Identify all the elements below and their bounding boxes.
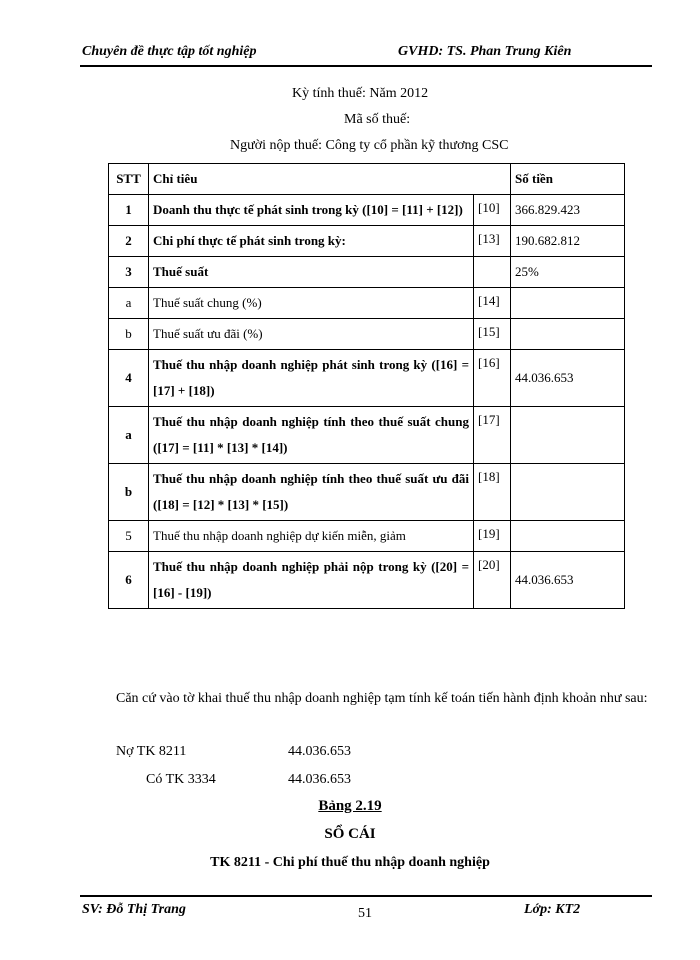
debit-account: Nợ TK 8211: [116, 744, 187, 759]
row-indicator: Doanh thu thực tế phát sinh trong kỳ ([10] = [11] + [12]): [149, 195, 474, 226]
row-indicator: Thuế suất ưu đãi (%): [149, 319, 474, 350]
row-amount: [511, 521, 625, 552]
row-stt: 6: [109, 552, 149, 609]
row-stt: a: [109, 407, 149, 464]
table-row: [109, 407, 625, 464]
table-row: [109, 319, 625, 350]
row-indicator: Thuế thu nhập doanh nghiệp tính theo thuế suất ưu đãi ([18] = [12] * [13] * [15]): [149, 464, 474, 521]
row-amount: 366.829.423: [511, 195, 625, 226]
row-stt: b: [109, 319, 149, 350]
table-row: [109, 195, 625, 226]
row-indicator: Chi phí thực tế phát sinh trong kỳ:: [149, 226, 474, 257]
row-code: [15]: [474, 319, 511, 350]
row-amount: [511, 407, 625, 464]
row-code: [13]: [474, 226, 511, 257]
footer-student: SV: Đỗ Thị Trang: [82, 902, 186, 917]
row-indicator: Thuế thu nhập doanh nghiệp phát sinh trong kỳ ([16] = [17] + [18]): [149, 350, 474, 407]
table-row: [109, 521, 625, 552]
table-row: [109, 552, 625, 609]
header-left: Chuyên đề thực tập tốt nghiệp: [82, 44, 257, 59]
credit-amount: 44.036.653: [288, 772, 351, 787]
row-stt: 1: [109, 195, 149, 226]
ledger-title: SỔ CÁI: [324, 826, 376, 842]
row-code: [18]: [474, 464, 511, 521]
row-indicator: Thuế thu nhập doanh nghiệp tính theo thuế suất chung ([17] = [11] * [13] * [14]): [149, 407, 474, 464]
tax-period: Kỳ tính thuế: Năm 2012: [292, 86, 429, 101]
row-stt: 5: [109, 521, 149, 552]
header-indicator: Chỉ tiêu: [149, 164, 511, 195]
row-amount: 44.036.653: [511, 350, 625, 407]
footer-class: Lớp: KT2: [524, 902, 581, 917]
row-amount: [511, 288, 625, 319]
footer-rule: [80, 895, 652, 897]
ledger-subtitle: TK 8211 - Chi phí thuế thu nhập doanh nghiệp: [210, 855, 490, 870]
row-code: [20]: [474, 552, 511, 609]
row-indicator: Thuế suất chung (%): [149, 288, 474, 319]
row-amount: 44.036.653: [511, 552, 625, 609]
row-amount: 190.682.812: [511, 226, 625, 257]
header-amount: Số tiền: [511, 164, 625, 195]
row-code: [16]: [474, 350, 511, 407]
table-row: [109, 464, 625, 521]
row-stt: 3: [109, 257, 149, 288]
row-amount: [511, 464, 625, 521]
row-stt: b: [109, 464, 149, 521]
row-code: [14]: [474, 288, 511, 319]
row-indicator: Thuế thu nhập doanh nghiệp phải nộp trong kỳ ([20] = [16] - [19]): [149, 552, 474, 609]
row-stt: a: [109, 288, 149, 319]
credit-account: Có TK 3334: [146, 772, 216, 787]
table-row: [109, 288, 625, 319]
row-stt: 4: [109, 350, 149, 407]
row-code: [17]: [474, 407, 511, 464]
header-rule: [80, 65, 652, 67]
table-row: [109, 257, 625, 288]
page-number: 51: [358, 906, 372, 921]
table-number: Bảng 2.19: [318, 798, 382, 814]
header-stt: STT: [109, 164, 149, 195]
row-stt: 2: [109, 226, 149, 257]
row-indicator: Thuế suất: [149, 257, 474, 288]
row-indicator: Thuế thu nhập doanh nghiệp dự kiến miễn, giảm: [149, 521, 474, 552]
journal-paragraph: Căn cứ vào tờ khai thuế thu nhập doanh nghiệp tạm tính kế toán tiến hành định khoản như sau:: [116, 691, 648, 706]
row-amount: 25%: [511, 257, 625, 288]
header-right: GVHD: TS. Phan Trung Kiên: [398, 44, 572, 59]
taxpayer: Người nộp thuế: Công ty cổ phần kỹ thương CSC: [230, 138, 509, 153]
tax-code-label: Mã số thuế:: [344, 112, 411, 127]
table-row: [109, 350, 625, 407]
tax-declaration-table: [108, 163, 625, 609]
debit-amount: 44.036.653: [288, 744, 351, 759]
table-row: [109, 226, 625, 257]
row-code: [19]: [474, 521, 511, 552]
row-code: [474, 257, 511, 288]
table-header-row: [109, 164, 625, 195]
row-amount: [511, 319, 625, 350]
row-code: [10]: [474, 195, 511, 226]
